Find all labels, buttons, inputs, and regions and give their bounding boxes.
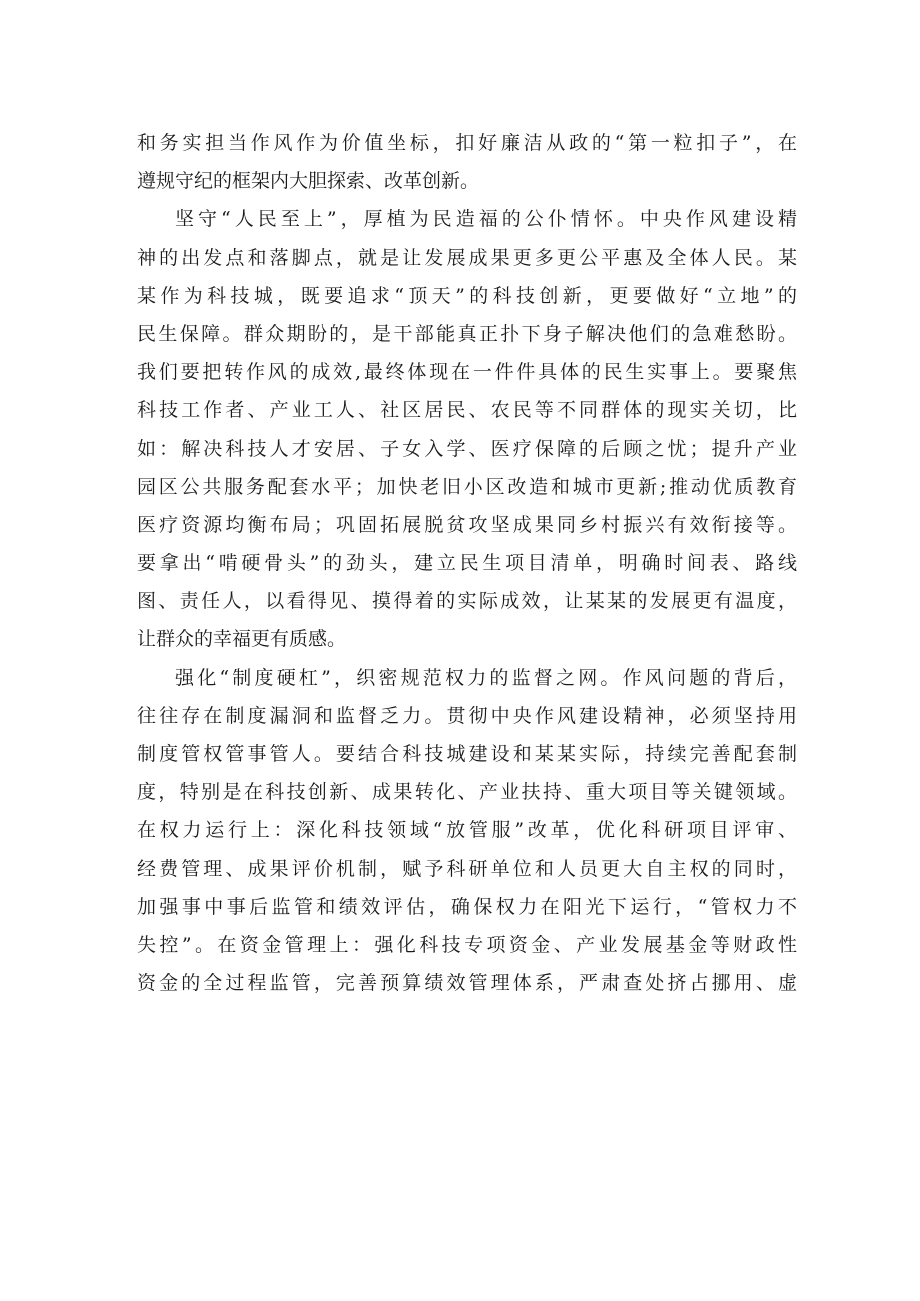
text-line: 经费管理、成果评价机制，赋予科研单位和人员更大自主权的同时， bbox=[137, 857, 797, 880]
text-line: 民生保障。群众期盼的，是干部能真正扑下身子解决他们的急难愁盼。 bbox=[137, 322, 797, 345]
text-line: 加强事中事后监管和绩效评估，确保权力在阳光下运行，“管权力不 bbox=[137, 895, 797, 918]
text-line: 坚守“人民至上”，厚植为民造福的公仆情怀。中央作风建设精 bbox=[175, 208, 797, 231]
text-line: 遵规守纪的框架内大胆探索、改革创新。 bbox=[137, 170, 480, 193]
text-line: 要拿出“啃硬骨头”的劲头，建立民生项目清单，明确时间表、路线 bbox=[137, 552, 797, 575]
text-line: 我们要把转作风的成效,最终体现在一件件具体的民生实事上。要聚焦 bbox=[137, 361, 797, 384]
text-line: 医疗资源均衡布局；巩固拓展脱贫攻坚成果同乡村振兴有效衔接等。 bbox=[137, 513, 797, 536]
text-line: 度，特别是在科技创新、成果转化、产业扶持、重大项目等关键领域。 bbox=[137, 781, 797, 804]
text-line: 失控”。在资金管理上：强化科技专项资金、产业发展基金等财政性 bbox=[137, 933, 797, 956]
text-line: 在权力运行上：深化科技领域“放管服”改革，优化科研项目评审、 bbox=[137, 819, 797, 842]
text-line: 让群众的幸福更有质感。 bbox=[137, 628, 347, 651]
document-body bbox=[137, 124, 797, 1002]
text-line: 资金的全过程监管，完善预算绩效管理体系，严肃查处挤占挪用、虚 bbox=[137, 972, 797, 995]
text-line: 图、责任人，以看得见、摸得着的实际成效，让某某的发展更有温度， bbox=[137, 590, 797, 613]
text-line: 科技工作者、产业工人、社区居民、农民等不同群体的现实关切，比 bbox=[137, 399, 797, 422]
text-line: 神的出发点和落脚点，就是让发展成果更多更公平惠及全体人民。某 bbox=[137, 246, 797, 269]
text-line: 如：解决科技人才安居、子女入学、医疗保障的后顾之忧；提升产业 bbox=[137, 437, 797, 460]
text-line: 往往存在制度漏洞和监督乏力。贯彻中央作风建设精神，必须坚持用 bbox=[137, 704, 797, 727]
text-line: 某作为科技城，既要追求“顶天”的科技创新，更要做好“立地”的 bbox=[137, 284, 797, 307]
text-line: 强化“制度硬杠”，织密规范权力的监督之网。作风问题的背后， bbox=[175, 666, 797, 689]
text-line: 和务实担当作风作为价值坐标，扣好廉洁从政的“第一粒扣子”，在 bbox=[137, 132, 797, 154]
text-line: 制度管权管事管人。要结合科技城建设和某某实际，持续完善配套制 bbox=[137, 743, 797, 765]
text-line: 园区公共服务配套水平；加快老旧小区改造和城市更新;推动优质教育 bbox=[137, 475, 797, 498]
